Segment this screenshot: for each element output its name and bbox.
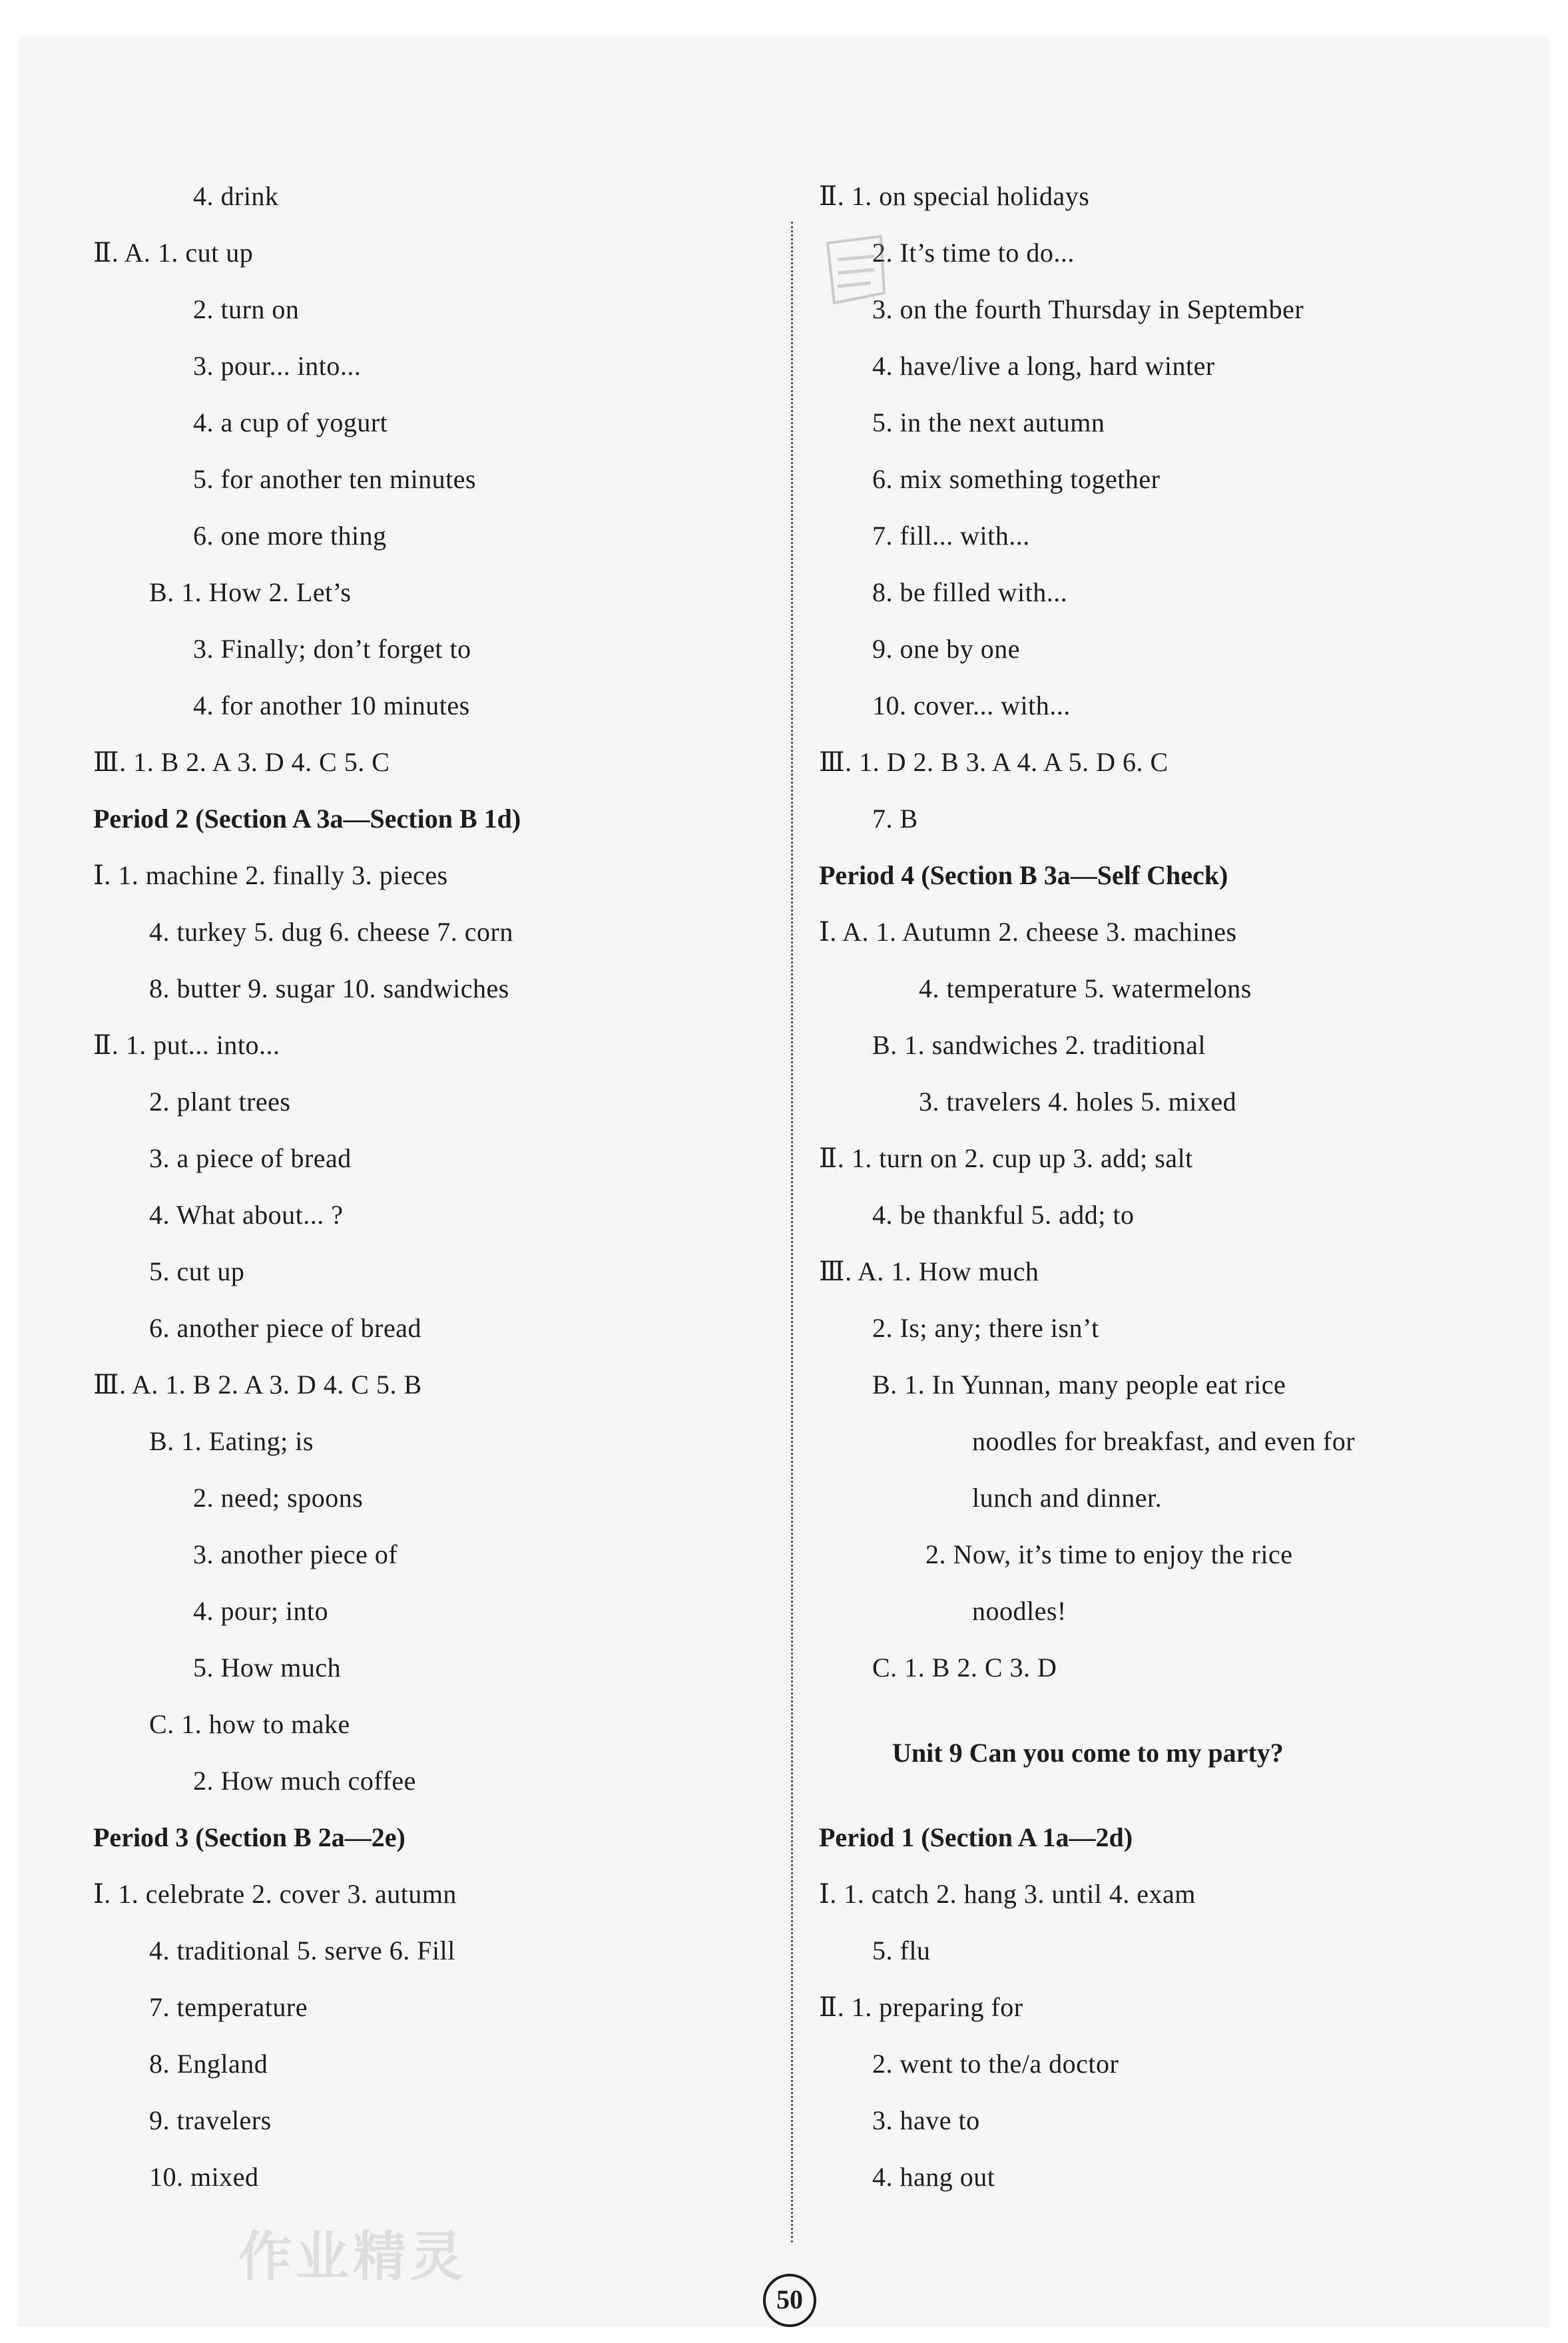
answer-line: 2. Now, it’s time to enjoy the rice bbox=[925, 1539, 1293, 1569]
section-heading: Period 4 (Section B 3a—Self Check) bbox=[819, 860, 1228, 890]
answer-line: B. 1. sandwiches 2. traditional bbox=[872, 1030, 1206, 1060]
answer-line: 7. fill... with... bbox=[872, 521, 1030, 551]
answer-line: 2. went to the/a doctor bbox=[872, 2049, 1119, 2079]
answer-line: C. 1. how to make bbox=[149, 1709, 350, 1739]
answer-line: 2. How much coffee bbox=[193, 1766, 416, 1796]
answer-line: 4. What about... ? bbox=[149, 1200, 344, 1230]
answer-line: 4. be thankful 5. add; to bbox=[872, 1200, 1135, 1230]
section-heading: Period 2 (Section A 3a—Section B 1d) bbox=[93, 804, 521, 834]
answer-line: B. 1. How 2. Let’s bbox=[149, 577, 352, 607]
answer-line: 3. have to bbox=[872, 2105, 980, 2135]
answer-line: Ⅱ. 1. preparing for bbox=[819, 1992, 1023, 2022]
answer-line: 8. be filled with... bbox=[872, 577, 1068, 607]
answer-line: Ⅱ. 1. on special holidays bbox=[819, 181, 1090, 211]
watermark: 作业精灵 bbox=[238, 2226, 467, 2288]
answer-line: 2. Is; any; there isn’t bbox=[872, 1313, 1099, 1343]
answer-line: 4. have/live a long, hard winter bbox=[872, 351, 1215, 381]
answer-line: 3. a piece of bread bbox=[149, 1143, 352, 1173]
answer-line: 4. temperature 5. watermelons bbox=[919, 973, 1252, 1003]
answer-line: 3. travelers 4. holes 5. mixed bbox=[919, 1087, 1237, 1117]
answer-line: 2. turn on bbox=[193, 294, 300, 324]
answer-key-page bbox=[19, 37, 1549, 2327]
answer-line: 2. plant trees bbox=[149, 1087, 291, 1117]
answer-line: 3. on the fourth Thursday in September bbox=[872, 294, 1304, 324]
answer-line: 6. another piece of bread bbox=[149, 1313, 421, 1343]
answer-line: C. 1. B 2. C 3. D bbox=[872, 1653, 1057, 1683]
answer-line: 7. B bbox=[872, 804, 918, 834]
answer-line: Ⅱ. 1. put... into... bbox=[93, 1030, 280, 1060]
answer-line: Ⅰ. A. 1. Autumn 2. cheese 3. machines bbox=[819, 917, 1237, 947]
page-number: 50 bbox=[763, 2274, 816, 2327]
answer-line: 2. need; spoons bbox=[193, 1483, 364, 1513]
column-divider bbox=[791, 222, 793, 2242]
answer-line: 9. one by one bbox=[872, 634, 1021, 664]
answer-line: 4. traditional 5. serve 6. Fill bbox=[149, 1936, 455, 1965]
answer-line: 5. How much bbox=[193, 1653, 342, 1683]
answer-line: 9. travelers bbox=[149, 2105, 272, 2135]
answer-line: B. 1. Eating; is bbox=[149, 1426, 314, 1456]
answer-line: Ⅰ. 1. machine 2. finally 3. pieces bbox=[93, 860, 448, 890]
answer-line: 2. It’s time to do... bbox=[872, 238, 1075, 268]
unit-title: Unit 9 Can you come to my party? bbox=[892, 1738, 1284, 1768]
answer-line: 4. a cup of yogurt bbox=[193, 407, 388, 437]
section-heading: Period 1 (Section A 1a—2d) bbox=[819, 1822, 1133, 1852]
answer-line: Ⅲ. 1. D 2. B 3. A 4. A 5. D 6. C bbox=[819, 747, 1169, 777]
answer-line: lunch and dinner. bbox=[972, 1483, 1163, 1513]
answer-line: B. 1. In Yunnan, many people eat rice bbox=[872, 1370, 1286, 1400]
answer-line: Ⅰ. 1. catch 2. hang 3. until 4. exam bbox=[819, 1879, 1196, 1909]
answer-line: 4. pour; into bbox=[193, 1596, 329, 1626]
answer-line: Ⅱ. 1. turn on 2. cup up 3. add; salt bbox=[819, 1143, 1193, 1173]
answer-line: noodles for breakfast, and even for bbox=[972, 1426, 1356, 1456]
answer-line: 4. hang out bbox=[872, 2162, 995, 2192]
answer-line: 7. temperature bbox=[149, 1992, 308, 2022]
answer-line: 5. for another ten minutes bbox=[193, 464, 477, 494]
answer-line: 4. drink bbox=[193, 181, 279, 211]
answer-line: 4. for another 10 minutes bbox=[193, 690, 470, 720]
answer-line: 3. another piece of bbox=[193, 1539, 398, 1569]
answer-line: 6. one more thing bbox=[193, 521, 387, 551]
answer-line: 5. in the next autumn bbox=[872, 407, 1105, 437]
answer-line: 3. Finally; don’t forget to bbox=[193, 634, 471, 664]
answer-line: Ⅱ. A. 1. cut up bbox=[93, 238, 254, 268]
answer-line: 10. cover... with... bbox=[872, 690, 1071, 720]
answer-line: Ⅲ. 1. B 2. A 3. D 4. C 5. C bbox=[93, 747, 390, 777]
answer-line: 8. butter 9. sugar 10. sandwiches bbox=[149, 973, 509, 1003]
answer-line: Ⅲ. A. 1. How much bbox=[819, 1256, 1039, 1286]
section-heading: Period 3 (Section B 2a—2e) bbox=[93, 1822, 405, 1852]
answer-line: 5. cut up bbox=[149, 1256, 245, 1286]
answer-line: noodles! bbox=[972, 1596, 1067, 1626]
answer-line: Ⅲ. A. 1. B 2. A 3. D 4. C 5. B bbox=[93, 1370, 422, 1400]
stamp-icon bbox=[818, 230, 891, 310]
answer-line: 3. pour... into... bbox=[193, 351, 362, 381]
answer-line: Ⅰ. 1. celebrate 2. cover 3. autumn bbox=[93, 1879, 457, 1909]
answer-line: 4. turkey 5. dug 6. cheese 7. corn bbox=[149, 917, 513, 947]
answer-line: 6. mix something together bbox=[872, 464, 1161, 494]
answer-line: 5. flu bbox=[872, 1936, 931, 1965]
answer-line: 8. England bbox=[149, 2049, 268, 2079]
answer-line: 10. mixed bbox=[149, 2162, 259, 2192]
